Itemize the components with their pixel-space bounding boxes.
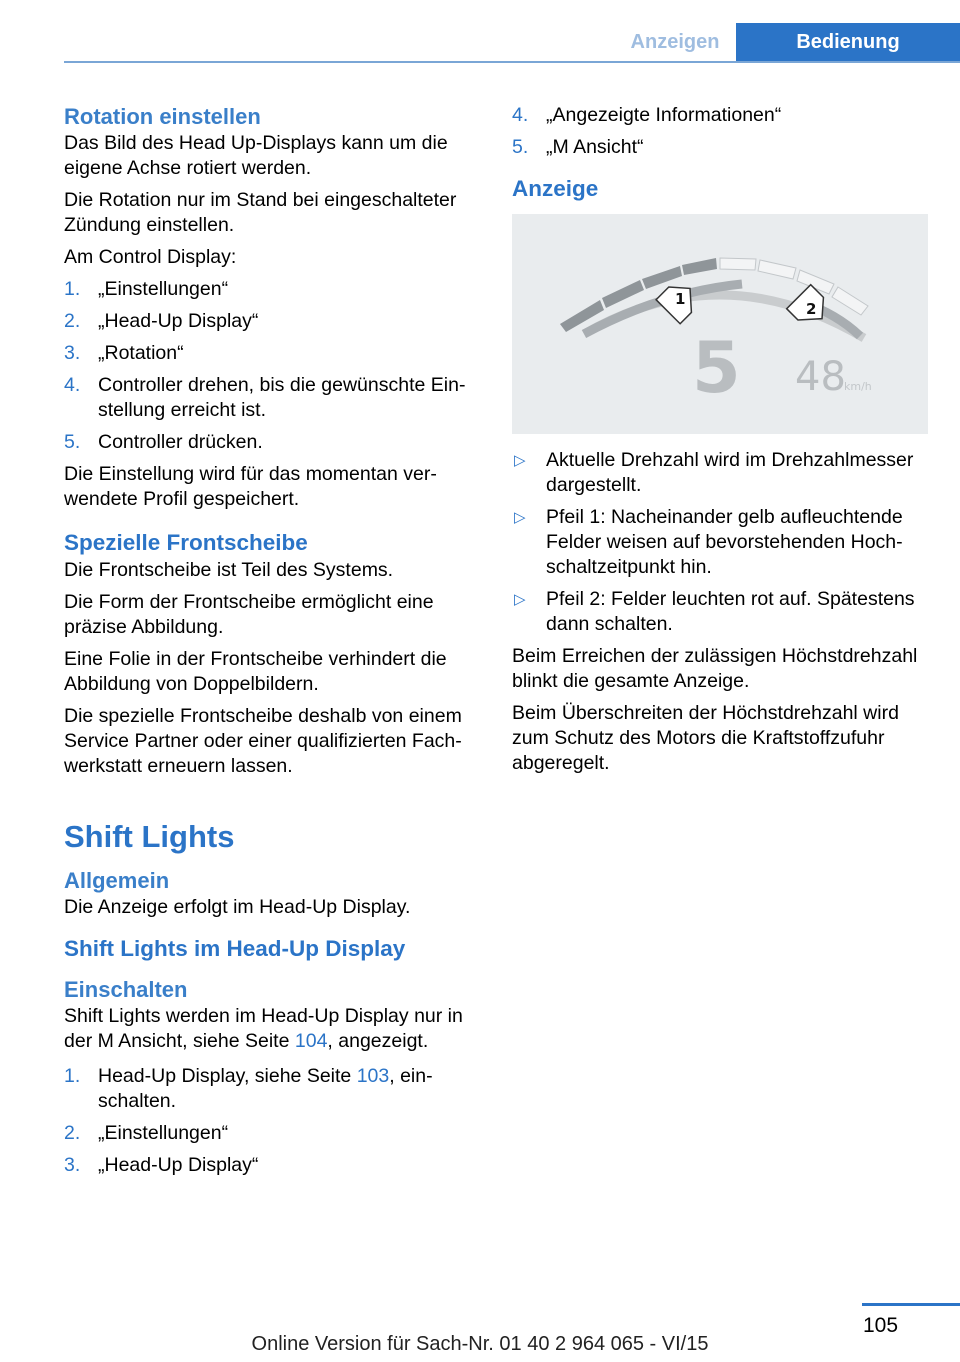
allgemein-heading: Allgemein — [64, 868, 170, 893]
right-column — [512, 103, 927, 783]
paragraph: Beim Erreichen der zulässigen Höchstdrehzahl blinkt die gesamte Anzeige. — [512, 645, 918, 692]
paragraph: Die spezielle Frontscheibe deshalb von einem Service Partner oder einer qualifizierten Fachwerkstatt erneuern lassen. — [64, 705, 462, 777]
paragraph: Die Rotation nur im Stand bei eingeschalteter Zündung einstellen. — [64, 189, 457, 236]
tab-anzeigen[interactable]: Anzeigen — [615, 23, 735, 61]
list-item: 5. „M Ansicht“ — [512, 136, 644, 158]
frontscheibe-heading: Spezielle Frontscheibe — [64, 530, 308, 555]
footer-text: Online Version für Sach-Nr. 01 40 2 964 065 - VI/15 — [251, 1333, 709, 1355]
hud-heading: Shift Lights im Head-Up Display — [64, 936, 406, 961]
paragraph: Beim Überschreiten der Höchstdrehzahl wird zum Schutz des Motors die Kraftstoffzufuhr abgeregelt. — [512, 702, 899, 774]
paragraph: Eine Folie in der Frontscheibe verhindert die Abbildung von Doppelbildern. — [64, 648, 447, 695]
paragraph: Das Bild des Head Up-Displays kann um die eigene Achse rotiert werden. — [64, 132, 448, 179]
triangle-bullet-icon: ▷ — [514, 509, 526, 526]
page-number-rule — [862, 1303, 960, 1306]
list-item: ▷ Pfeil 1: Nacheinander gelb aufleuchtende Felder weisen auf bevorstehenden Hochschaltzeitpunkt hin. — [514, 506, 903, 578]
list-item: 2. „Einstellungen“ — [64, 1122, 229, 1144]
continued-steps — [512, 103, 927, 160]
paragraph: Am Control Display: — [64, 246, 237, 268]
paragraph: Die Frontscheibe ist Teil des Systems. — [64, 559, 394, 581]
list-item: 2. „Head-Up Display“ — [64, 310, 259, 332]
tachometer-illustration — [512, 214, 928, 434]
list-item: 5. Controller drücken. — [64, 431, 263, 453]
rotation-steps — [64, 277, 479, 455]
list-item: 4. „Angezeigte Informationen“ — [512, 104, 782, 126]
header-rule — [64, 61, 960, 63]
triangle-bullet-icon: ▷ — [514, 591, 526, 608]
anzeige-heading: Anzeige — [512, 176, 599, 201]
gear-indicator: 5 — [692, 327, 741, 409]
explanation-list — [512, 448, 927, 637]
triangle-bullet-icon: ▷ — [514, 452, 526, 469]
paragraph: Die Einstellung wird für das momentan verwendete Profil gespeichert. — [64, 463, 437, 510]
shift-lights-heading: Shift Lights — [64, 819, 235, 854]
paragraph: Shift Lights werden im Head-Up Display nur in der M Ansicht, siehe Seite 104, angezeigt. — [64, 1005, 463, 1052]
rotation-heading: Rotation einstellen — [64, 104, 261, 129]
page-link-104[interactable]: 104 — [294, 1030, 328, 1052]
svg-text:2: 2 — [806, 300, 817, 318]
einschalten-heading: Einschalten — [64, 977, 188, 1002]
list-item: 3. „Head-Up Display“ — [64, 1154, 259, 1176]
list-item: 1. Head-Up Display, siehe Seite 103, einschalten. — [64, 1065, 433, 1112]
list-item: ▷ Aktuelle Drehzahl wird im Drehzahlmesser dargestellt. — [514, 449, 914, 496]
svg-text:1: 1 — [675, 290, 686, 308]
einschalten-steps — [64, 1064, 479, 1178]
speed-indicator: 48 — [795, 354, 846, 400]
tab-bedienung[interactable]: Bedienung — [736, 23, 960, 61]
list-item: 1. „Einstellungen“ — [64, 278, 229, 300]
page-number: 105 — [863, 1314, 899, 1337]
left-column — [64, 103, 479, 1185]
paragraph: Die Form der Frontscheibe ermöglicht eine präzise Abbildung. — [64, 591, 434, 638]
list-item: 3. „Rotation“ — [64, 342, 184, 364]
list-item: 4. Controller drehen, bis die gewünschte Einstellung erreicht ist. — [64, 374, 466, 421]
shift-lights-figure — [512, 214, 928, 434]
list-item: ▷ Pfeil 2: Felder leuchten rot auf. Spätestens dann schalten. — [514, 588, 915, 635]
page-link-103[interactable]: 103 — [356, 1065, 390, 1087]
paragraph: Die Anzeige erfolgt im Head-Up Display. — [64, 896, 411, 918]
speed-unit: km/h — [844, 380, 872, 393]
